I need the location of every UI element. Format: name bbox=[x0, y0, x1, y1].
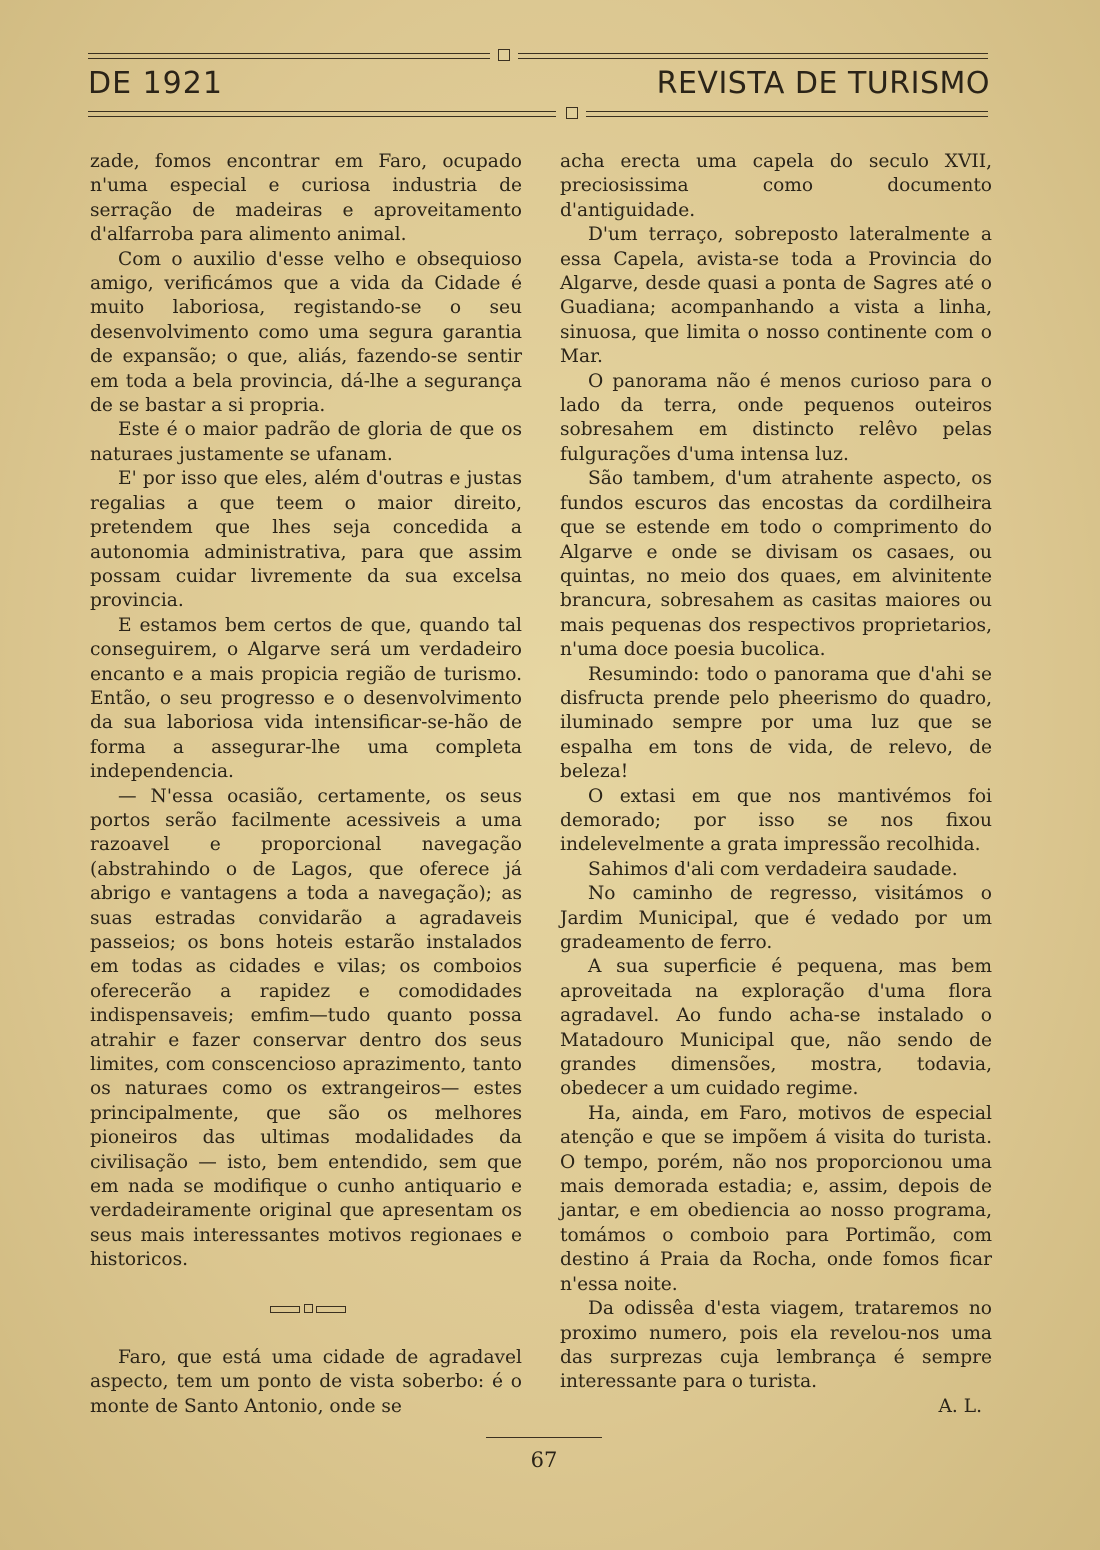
paragraph: Da odissêa d'esta viagem, trataremos no proximo numero, pois ela revelou-nos uma das surprezas cuja lembrança é sempre interessante para o turista. bbox=[560, 1298, 992, 1393]
paragraph: O extasi em que nos mantivémos foi demorado; por isso se nos fixou indelevelmente a grata impressão recolhida. bbox=[560, 785, 992, 856]
right-column-paragraphs bbox=[560, 150, 992, 1395]
left-column-paragraphs-after bbox=[90, 1346, 522, 1419]
page-number: 67 bbox=[530, 1448, 558, 1472]
paragraph: A sua superficie é pequena, mas bem aproveitada na exploração d'uma flora agradavel. Ao fundo acha-se instalado o Matadouro Municipal que, não sendo de grandes dimensões, mostra, todavia, obedecer a um cuidado regime. bbox=[560, 956, 992, 1100]
paragraph: D'um terraço, sobreposto lateralmente a essa Capela, avista-se toda a Provincia do Algarve, desde quasi a ponta de Sagres até o Guadiana; acompanhando a vista a linha, sinuosa, que limita o nosso continente com o Mar. bbox=[560, 224, 992, 368]
paragraph: E' por isso que eles, além d'outras e justas regalias a que teem o maior direito, pretendem que lhes seja concedida a autonomia administrativa, para que assim possam cuidar livremente da sua excelsa provincia. bbox=[90, 468, 522, 612]
paragraph: Este é o maior padrão de gloria de que os naturaes justamente se ufanam. bbox=[90, 419, 522, 465]
left-column bbox=[90, 150, 522, 1419]
paragraph: No caminho de regresso, visitámos o Jardim Municipal, que é vedado por um gradeamento de ferro. bbox=[560, 883, 992, 953]
paragraph: E estamos bem certos de que, quando tal conseguirem, o Algarve será um verdadeiro encanto e a mais propicia região de turismo. Então, o seu progresso e o desenvolvimento da sua laboriosa vida intensificar-se-hão de forma a assegurar-lhe uma completa independencia. bbox=[90, 614, 522, 783]
paragraph: acha erecta uma capela do seculo XVII, preciosissima como documento d'antiguidade. bbox=[560, 151, 992, 221]
paragraph: Sahimos d'ali com verdadeira saudade. bbox=[588, 858, 958, 880]
footer-rule bbox=[486, 1437, 602, 1438]
paragraph: Com o auxilio d'esse velho e obsequioso amigo, verificámos que a vida da Cidade é muito laboriosa, registando-se o seu desenvolvimento como uma segura garantia de expansão; o que, aliás, fazendo-se sentir em toda a bela provincia, dá-lhe a segurança de se bastar a si propria. bbox=[90, 248, 522, 417]
left-column-paragraphs bbox=[90, 150, 522, 1273]
paragraph: São tambem, d'um atrahente aspecto, os fundos escuros das encostas da cordilheira que se estende em todo o comprimento do Algarve e onde se divisam os casaes, ou quintas, no meio dos quaes, em alvinitente brancura, sobresahem as casitas maiores ou mais pequenas dos respectivos proprietarios, n'uma doce poesia bucolica. bbox=[560, 468, 992, 661]
paragraph: O panorama não é menos curioso para o lado da terra, onde pequenos outeiros sobresahem em distincto relêvo pelas fulgurações d'uma intensa luz. bbox=[560, 370, 992, 465]
paragraph: Faro, que está uma cidade de agradavel aspecto, tem um ponto de vista soberbo: é o monte de Santo Antonio, onde se bbox=[90, 1346, 522, 1417]
paragraph: Ha, ainda, em Faro, motivos de especial atenção e que se impõem á visita do turista. O tempo, porém, não nos proporcionou uma mais demorada estadia; e, assim, depois de jantar, e em obediencia ao nosso programa, tomámos o comboio para Portimão, com destino á Praia da Rocha, onde fomos ficar n'essa noite. bbox=[560, 1102, 992, 1295]
paragraph: — N'essa ocasião, certamente, os seus portos serão facilmente acessiveis a uma razoavel e proporcional navegação (abstrahindo o de Lagos, que oferece já abrigo e vantagens a toda a navegação); as suas estradas convidarão a agradaveis passeios; os bons hoteis estarão instalados em todas as cidades e vilas; os comboios oferecerão a rapidez e comodidades indispensaveis; emfim—tudo quanto possa atrahir e fazer conservar dentro dos seus limites, com conscencioso aprazimento, tanto os naturaes como os extrangeiros— estes principalmente, que são os melhores pioneiros das ultimas modalidades da civilisação — isto, bem entendido, sem que em nada se modifique o cunho antiquario e verdadeiramente original que apresentam os seus mais interessantes motivos regionaes e historicos. bbox=[90, 785, 522, 1271]
paragraph: zade, fomos encontrar em Faro, ocupado n'uma especial e curiosa industria de serração de madeiras e aproveitamento d'alfarroba para alimento animal. bbox=[90, 151, 522, 246]
section-separator-ornament bbox=[270, 1304, 348, 1314]
paragraph: Resumindo: todo o panorama que d'ahi se disfructa prende pelo pheerismo do quadro, iluminado sempre por uma luz que se espalha em tons de vida, de relevo, de beleza! bbox=[560, 663, 992, 783]
header-date: DE 1921 bbox=[88, 66, 223, 101]
header-magazine-title: REVISTA DE TURISMO bbox=[656, 66, 990, 101]
author-signature: A. L. bbox=[938, 1395, 982, 1417]
right-column bbox=[560, 150, 992, 1419]
